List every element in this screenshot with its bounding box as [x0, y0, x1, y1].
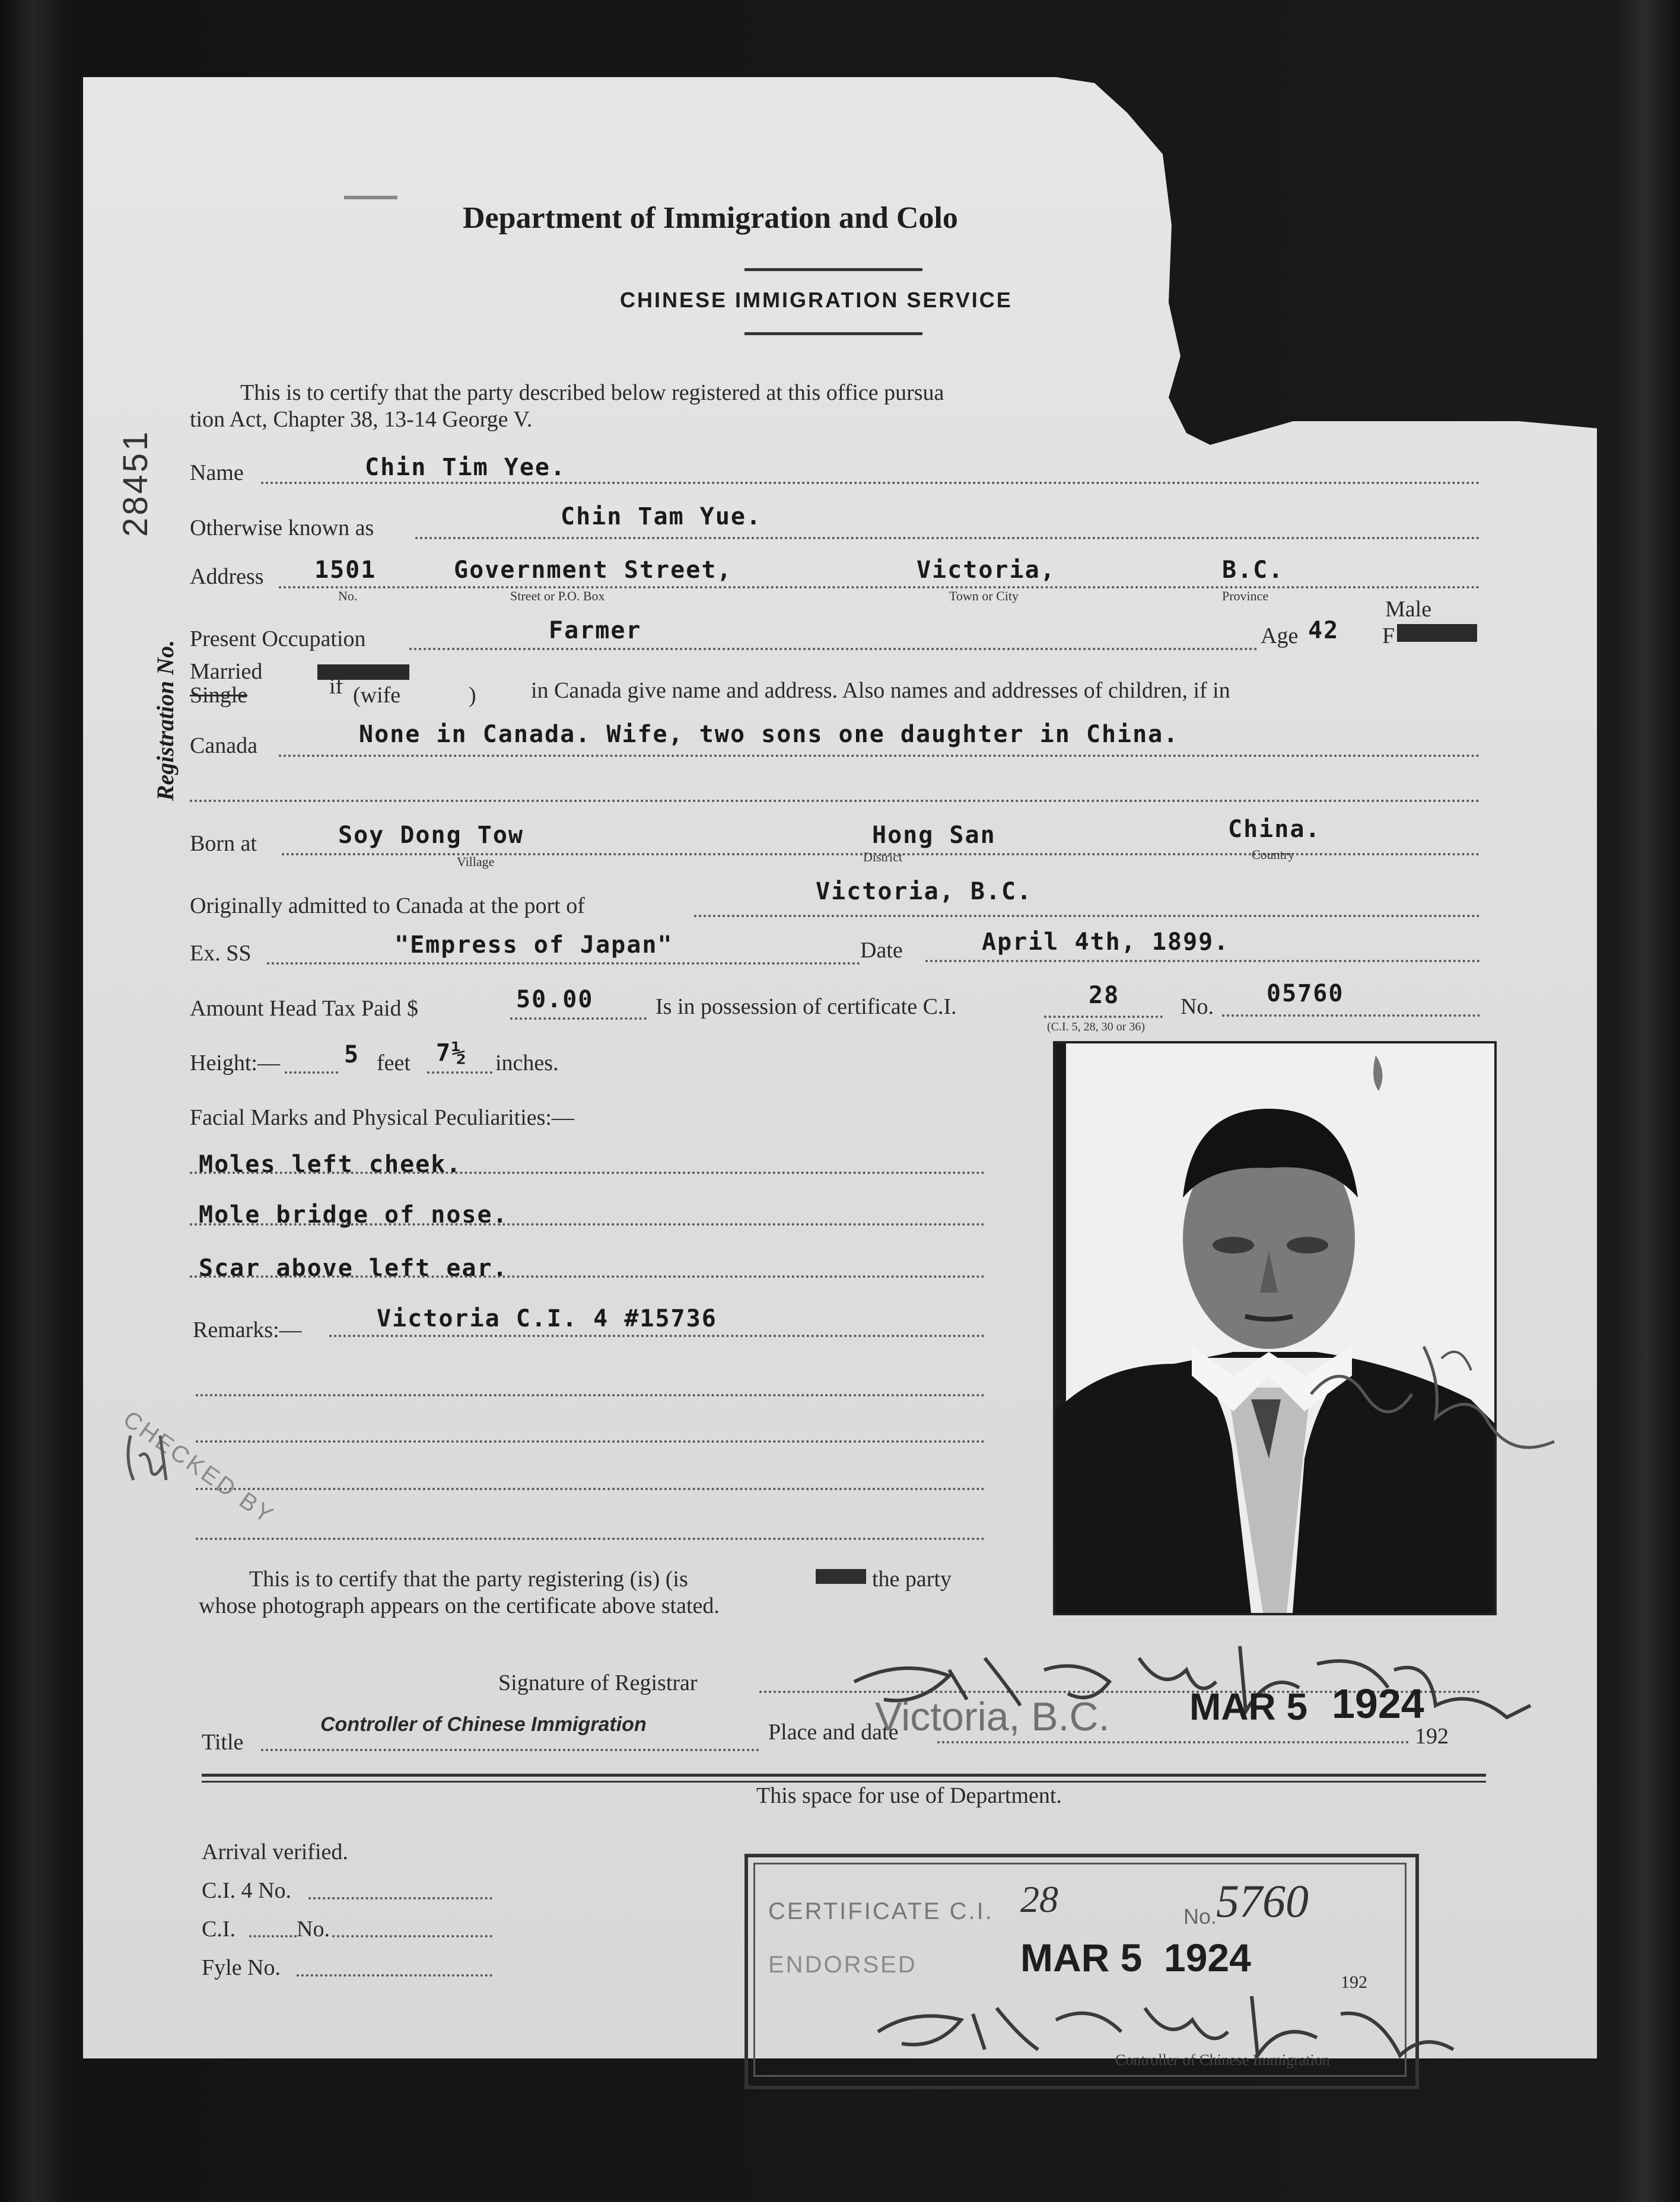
place-label: Place and date — [768, 1720, 899, 1745]
sub-village: Village — [457, 854, 495, 869]
ship-value: "Empress of Japan" — [394, 931, 673, 959]
title-label: Title — [202, 1730, 244, 1755]
service-title: CHINESE IMMIGRATION SERVICE — [620, 288, 1013, 312]
born-village: Soy Dong Tow — [338, 822, 524, 849]
header-mark — [344, 196, 397, 199]
certify-intro: This is to certify that the party described below registered at this office pursua — [240, 380, 944, 405]
sub-district: District — [863, 849, 902, 864]
mark-2: Mole bridge of nose. — [199, 1201, 508, 1229]
sex-male: Male — [1385, 597, 1432, 622]
address-line — [279, 586, 1480, 588]
mark-line-1 — [190, 1172, 985, 1174]
year-stamp: 1924 — [1332, 1681, 1424, 1727]
exss-label: Ex. SS — [190, 941, 252, 966]
ci-no: No. — [297, 1917, 330, 1942]
checked-initials — [119, 1424, 178, 1489]
fyle-line — [297, 1974, 492, 1977]
certify-photo-line2: whose photograph appears on the certificate above stated. — [199, 1593, 720, 1618]
certify-act: tion Act, Chapter 38, 13-14 George V. — [190, 407, 533, 432]
remarks-line-5 — [196, 1538, 985, 1540]
certify-photo-line1b: the party — [872, 1567, 952, 1592]
ci-sub: (C.I. 5, 28, 30 or 36) — [1047, 1020, 1145, 1033]
name-line — [261, 482, 1480, 484]
not-strike — [816, 1569, 866, 1584]
canada-line-2 — [190, 800, 1480, 802]
signature-label: Signature of Registrar — [498, 1670, 698, 1695]
headtax-value: 50.00 — [516, 986, 594, 1013]
address-sub-no: No. — [338, 588, 358, 603]
height-line-1 — [285, 1071, 338, 1074]
headtax-line — [510, 1017, 647, 1020]
alias-value: Chin Tam Yue. — [561, 503, 762, 530]
headtax-label: Amount Head Tax Paid $ — [190, 996, 419, 1021]
remarks-value: Victoria C.I. 4 #15736 — [377, 1305, 717, 1332]
address-sub-city: Town or City — [949, 588, 1019, 603]
wife-label: (wife — [353, 683, 401, 708]
ci-label: C.I. — [202, 1917, 236, 1942]
mark-1: Moles left cheek. — [199, 1151, 462, 1178]
address-label: Address — [190, 564, 264, 589]
sex-strike — [1397, 624, 1477, 642]
name-value: Chin Tim Yee. — [365, 454, 567, 481]
admitted-port: Victoria, B.C. — [816, 878, 1033, 905]
ci-number: 05760 — [1267, 980, 1344, 1007]
feet-label: feet — [377, 1051, 411, 1075]
title-line — [261, 1749, 759, 1751]
age-value: 42 — [1308, 617, 1339, 644]
height-line-2 — [427, 1071, 492, 1074]
ci-number-line — [1222, 1014, 1480, 1017]
stamp-endorsed: ENDORSED — [768, 1952, 917, 1978]
inches-label: inches. — [495, 1051, 559, 1075]
remarks-line-2 — [196, 1394, 985, 1396]
date-line — [925, 960, 1480, 962]
stamp-no: No. — [1183, 1904, 1217, 1929]
height-feet: 5 — [344, 1041, 360, 1068]
address-sub-province: Province — [1222, 588, 1269, 603]
title-value: Controller of Chinese Immigration — [320, 1713, 647, 1736]
department-rule-1 — [202, 1774, 1486, 1777]
paren-close: ) — [469, 683, 476, 708]
address-sub-street: Street or P.O. Box — [510, 588, 605, 603]
if-label: if — [329, 674, 343, 699]
stamp-ci-hand: 28 — [1020, 1878, 1058, 1920]
canada-label: Canada — [190, 733, 257, 758]
sex-f: F — [1382, 623, 1395, 648]
admitted-label: Originally admitted to Canada at the port of — [190, 893, 585, 918]
stamp-date: MAR 5 1924 — [1020, 1936, 1251, 1980]
arrival-verified: Arrival verified. — [202, 1840, 348, 1864]
marks-label: Facial Marks and Physical Peculiarities:— — [190, 1105, 574, 1130]
name-label: Name — [190, 460, 244, 485]
ci-type-line — [1044, 1016, 1163, 1018]
certify-photo-line1: This is to certify that the party registering (is) (is — [249, 1567, 688, 1592]
remarks-line-4 — [196, 1488, 985, 1490]
date-stamp: MAR 5 — [1189, 1685, 1308, 1728]
place-stamp: Victoria, B.C. — [875, 1694, 1110, 1739]
sub-country: Country — [1252, 847, 1295, 862]
service-rule — [744, 332, 922, 335]
mark-line-3 — [190, 1275, 985, 1278]
ci-no-line — [332, 1935, 492, 1937]
ci-type: 28 — [1089, 982, 1120, 1009]
address-province: B.C. — [1222, 556, 1284, 584]
family-value: None in Canada. Wife, two sons one daughter in China. — [359, 721, 1179, 748]
alias-label: Otherwise known as — [190, 516, 374, 540]
address-city: Victoria, — [917, 556, 1056, 584]
place-line — [937, 1741, 1409, 1743]
alias-line — [415, 537, 1480, 539]
stamp-controller: Controller of Chinese Immigration — [1115, 2051, 1330, 2069]
born-country: China. — [1228, 816, 1321, 843]
born-district: Hong San — [872, 822, 996, 849]
admitted-line — [694, 915, 1480, 917]
occupation-value: Farmer — [549, 617, 642, 644]
registration-label: Registration No. — [152, 639, 179, 801]
exss-line — [267, 962, 860, 965]
photo-overstamp — [1293, 1323, 1572, 1477]
department-title: Department of Immigration and Colo — [463, 201, 958, 235]
date-label: Date — [860, 938, 903, 963]
mark-line-2 — [190, 1223, 985, 1226]
occupation-label: Present Occupation — [190, 626, 366, 651]
department-space: This space for use of Department. — [756, 1783, 1062, 1808]
stamp-no-hand: 5760 — [1216, 1875, 1309, 1927]
fyle-label: Fyle No. — [202, 1955, 281, 1980]
header-rule — [744, 268, 922, 271]
stamp-year: 192 — [1341, 1972, 1367, 1992]
mark-3: Scar above left ear. — [199, 1255, 508, 1282]
ci-no-label: No. — [1181, 994, 1214, 1019]
ci-line — [249, 1935, 297, 1937]
height-label: Height:— — [190, 1051, 280, 1075]
height-inches: 7½ — [436, 1039, 467, 1067]
occupation-line — [409, 648, 1258, 650]
remarks-label: Remarks:— — [193, 1318, 302, 1342]
single-label: Single — [190, 683, 248, 708]
address-no: 1501 — [314, 556, 377, 584]
ci4-line — [308, 1897, 492, 1899]
ci4-label: C.I. 4 No. — [202, 1878, 291, 1903]
remarks-line-1 — [329, 1335, 985, 1337]
registration-number: 28451 — [116, 429, 155, 537]
canada-note: in Canada give name and address. Also names and addresses of children, if in — [531, 678, 1230, 703]
checked-stamp: CHECKED BY — [118, 1406, 279, 1530]
stamp-certificate: CERTIFICATE C.I. — [768, 1898, 994, 1924]
arrival-date: April 4th, 1899. — [982, 928, 1230, 956]
married-label: Married — [190, 659, 263, 684]
born-label: Born at — [190, 831, 257, 856]
address-street: Government Street, — [454, 556, 733, 584]
possession-label: Is in possession of certificate C.I. — [656, 994, 957, 1019]
remarks-line-3 — [196, 1440, 985, 1443]
canada-line — [279, 755, 1480, 757]
year-suffix: 192 — [1415, 1724, 1449, 1749]
age-label: Age — [1261, 623, 1299, 648]
